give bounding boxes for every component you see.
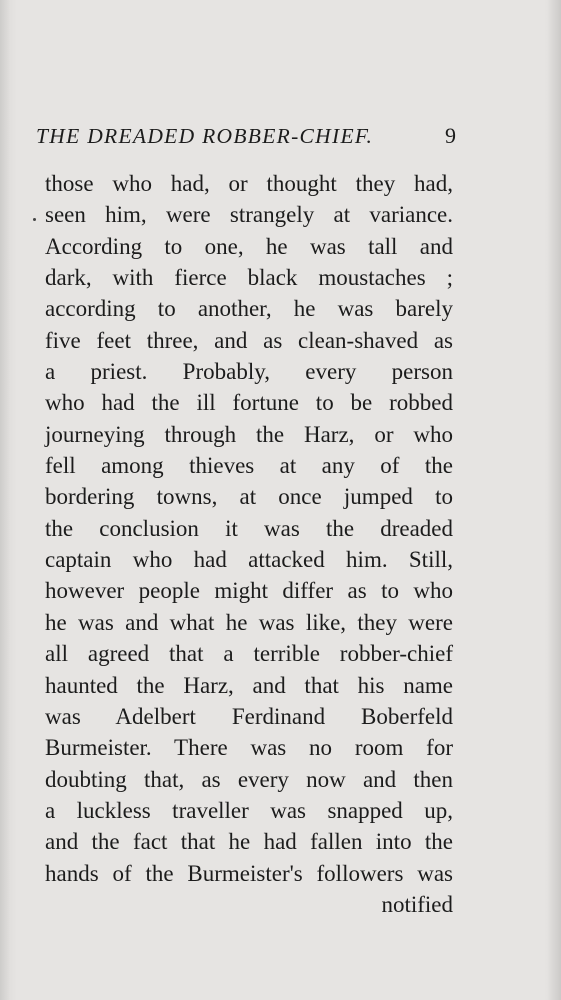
body-text: [45, 168, 453, 920]
text-line: he was and what he was like, they were: [45, 609, 453, 635]
catchword: notified: [381, 891, 453, 917]
text-line: those who had, or thought they had,: [45, 171, 453, 196]
text-line: and the fact that he had fallen into the: [45, 829, 453, 855]
page-left-edge-shadow: [0, 0, 10, 1000]
running-title: THE DREADED ROBBER-CHIEF.: [36, 124, 374, 148]
text-line: the conclusion it was the dreaded: [45, 515, 453, 541]
text-line: was Adelbert Ferdinand Boberfeld: [45, 703, 453, 729]
text-line: all agreed that a terrible robber-chief: [45, 641, 453, 667]
text-line: fell among thieves at any of the: [45, 453, 453, 479]
text-line: haunted the Harz, and that his name: [45, 672, 453, 698]
text-line: According to one, he was tall and: [45, 233, 453, 259]
text-line: a priest. Probably, every person: [45, 359, 453, 385]
page-number: 9: [445, 123, 456, 148]
text-line: a luckless traveller was snapped up,: [45, 797, 453, 823]
text-line: bordering towns, at once jumped to: [45, 484, 453, 510]
text-line: Burmeister. There was no room for: [45, 735, 453, 761]
text-line: however people might differ as to who: [45, 578, 453, 604]
text-line: seen him, were strangely at variance.: [45, 202, 453, 228]
running-head: [36, 121, 456, 151]
text-line: dark, with fierce black moustaches ;: [45, 265, 453, 291]
ink-speck: [33, 218, 36, 221]
text-line: journeying through the Harz, or who: [45, 421, 453, 447]
page-right-edge-shadow: [547, 0, 561, 1000]
text-line: hands of the Burmeister's followers was: [45, 860, 453, 886]
text-line: five feet three, and as clean-shaved as: [45, 327, 453, 353]
text-line: according to another, he was barely: [45, 296, 453, 322]
text-line: doubting that, as every now and then: [45, 766, 453, 792]
text-line: captain who had attacked him. Still,: [45, 547, 453, 573]
text-line: who had the ill fortune to be robbed: [45, 390, 453, 416]
